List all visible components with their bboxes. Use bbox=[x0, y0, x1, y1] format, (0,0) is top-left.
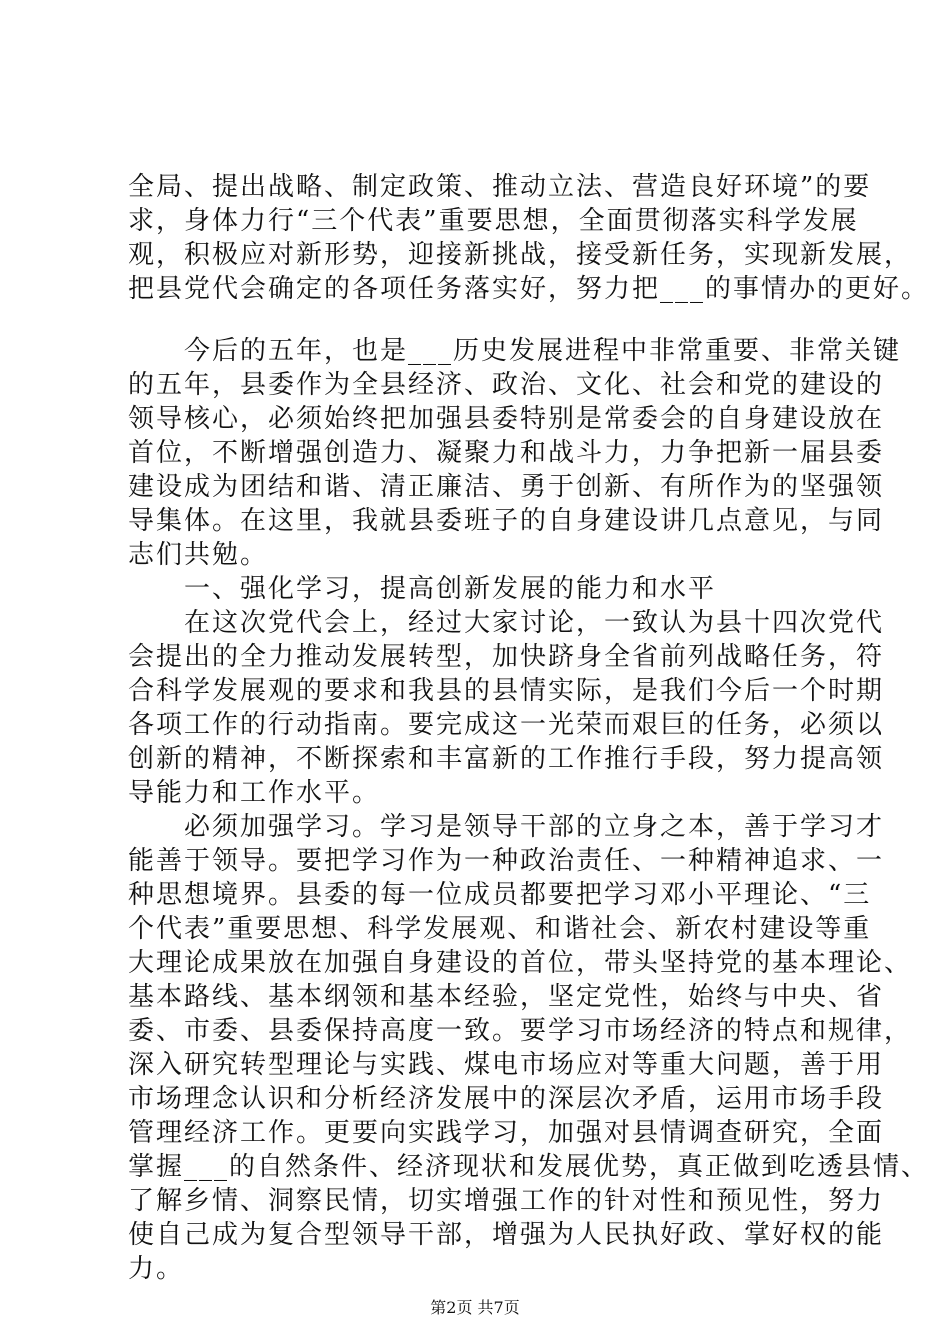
text-line: 力。 bbox=[128, 1254, 185, 1284]
text-line: 的五年，县委作为全县经济、政治、文化、社会和党的建设的 bbox=[128, 370, 885, 400]
text-line: 在这次党代会上，经过大家讨论，一致认为县十四次党代 bbox=[128, 608, 885, 638]
page-footer: 第2页 共7页 bbox=[430, 1298, 520, 1317]
text-line: 各项工作的行动指南。要完成这一光荣而艰巨的任务，必须以 bbox=[128, 710, 885, 740]
text-line: 今后的五年，也是___历史发展进程中非常重要、非常关键 bbox=[128, 336, 902, 366]
text-line: 市场理念认识和分析经济发展中的深层次矛盾，运用市场手段 bbox=[128, 1084, 885, 1114]
text-line: 观，积极应对新形势，迎接新挑战，接受新任务，实现新发展， bbox=[128, 240, 913, 270]
section-heading: 一、强化学习，提高创新发展的能力和水平 bbox=[128, 574, 717, 604]
text-line: 深入研究转型理论与实践、煤电市场应对等重大问题，善于用 bbox=[128, 1050, 885, 1080]
text-line: 把县党代会确定的各项任务落实好，努力把___的事情办的更好。 bbox=[128, 274, 930, 304]
text-line: 志们共勉。 bbox=[128, 540, 269, 570]
paragraph-gap bbox=[128, 306, 848, 334]
text-line: 全局、提出战略、制定政策、推动立法、营造良好环境”的要 bbox=[128, 172, 872, 202]
text-line: 掌握___的自然条件、经济现状和发展优势，真正做到吃透县情、 bbox=[128, 1152, 930, 1182]
text-line: 创新的精神，不断探索和丰富新的工作推行手段，努力提高领 bbox=[128, 744, 885, 774]
text-line: 管理经济工作。更要向实践学习，加强对县情调查研究，全面 bbox=[128, 1118, 885, 1148]
text-line: 建设成为团结和谐、清正廉洁、勇于创新、有所作为的坚强领 bbox=[128, 472, 885, 502]
document-body bbox=[128, 170, 930, 1286]
text-line: 基本路线、基本纲领和基本经验，坚定党性，始终与中央、省 bbox=[128, 982, 885, 1012]
text-line: 合科学发展观的要求和我县的县情实际，是我们今后一个时期 bbox=[128, 676, 885, 706]
text-line: 必须加强学习。学习是领导干部的立身之本，善于学习才 bbox=[128, 812, 885, 842]
text-line: 领导核心，必须始终把加强县委特别是常委会的自身建设放在 bbox=[128, 404, 885, 434]
text-line: 首位，不断增强创造力、凝聚力和战斗力，力争把新一届县委 bbox=[128, 438, 885, 468]
text-line: 使自己成为复合型领导干部，增强为人民执好政、掌好权的能 bbox=[128, 1220, 885, 1250]
paragraph-block-2 bbox=[128, 334, 930, 1286]
text-line: 委、市委、县委保持高度一致。要学习市场经济的特点和规律， bbox=[128, 1016, 913, 1046]
text-line: 个代表”重要思想、科学发展观、和谐社会、新农村建设等重 bbox=[128, 914, 872, 944]
text-line: 大理论成果放在加强自身建设的首位，带头坚持党的基本理论、 bbox=[128, 948, 913, 978]
text-line: 导集体。在这里，我就县委班子的自身建设讲几点意见，与同 bbox=[128, 506, 885, 536]
text-line: 导能力和工作水平。 bbox=[128, 778, 381, 808]
paragraph-block-1 bbox=[128, 170, 930, 306]
text-line: 了解乡情、洞察民情，切实增强工作的针对性和预见性，努力 bbox=[128, 1186, 885, 1216]
text-line: 种思想境界。县委的每一位成员都要把学习邓小平理论、“三 bbox=[128, 880, 872, 910]
text-line: 能善于领导。要把学习作为一种政治责任、一种精神追求、一 bbox=[128, 846, 885, 876]
text-line: 求，身体力行“三个代表”重要思想，全面贯彻落实科学发展 bbox=[128, 206, 859, 236]
text-line: 会提出的全力推动发展转型，加快跻身全省前列战略任务，符 bbox=[128, 642, 885, 672]
